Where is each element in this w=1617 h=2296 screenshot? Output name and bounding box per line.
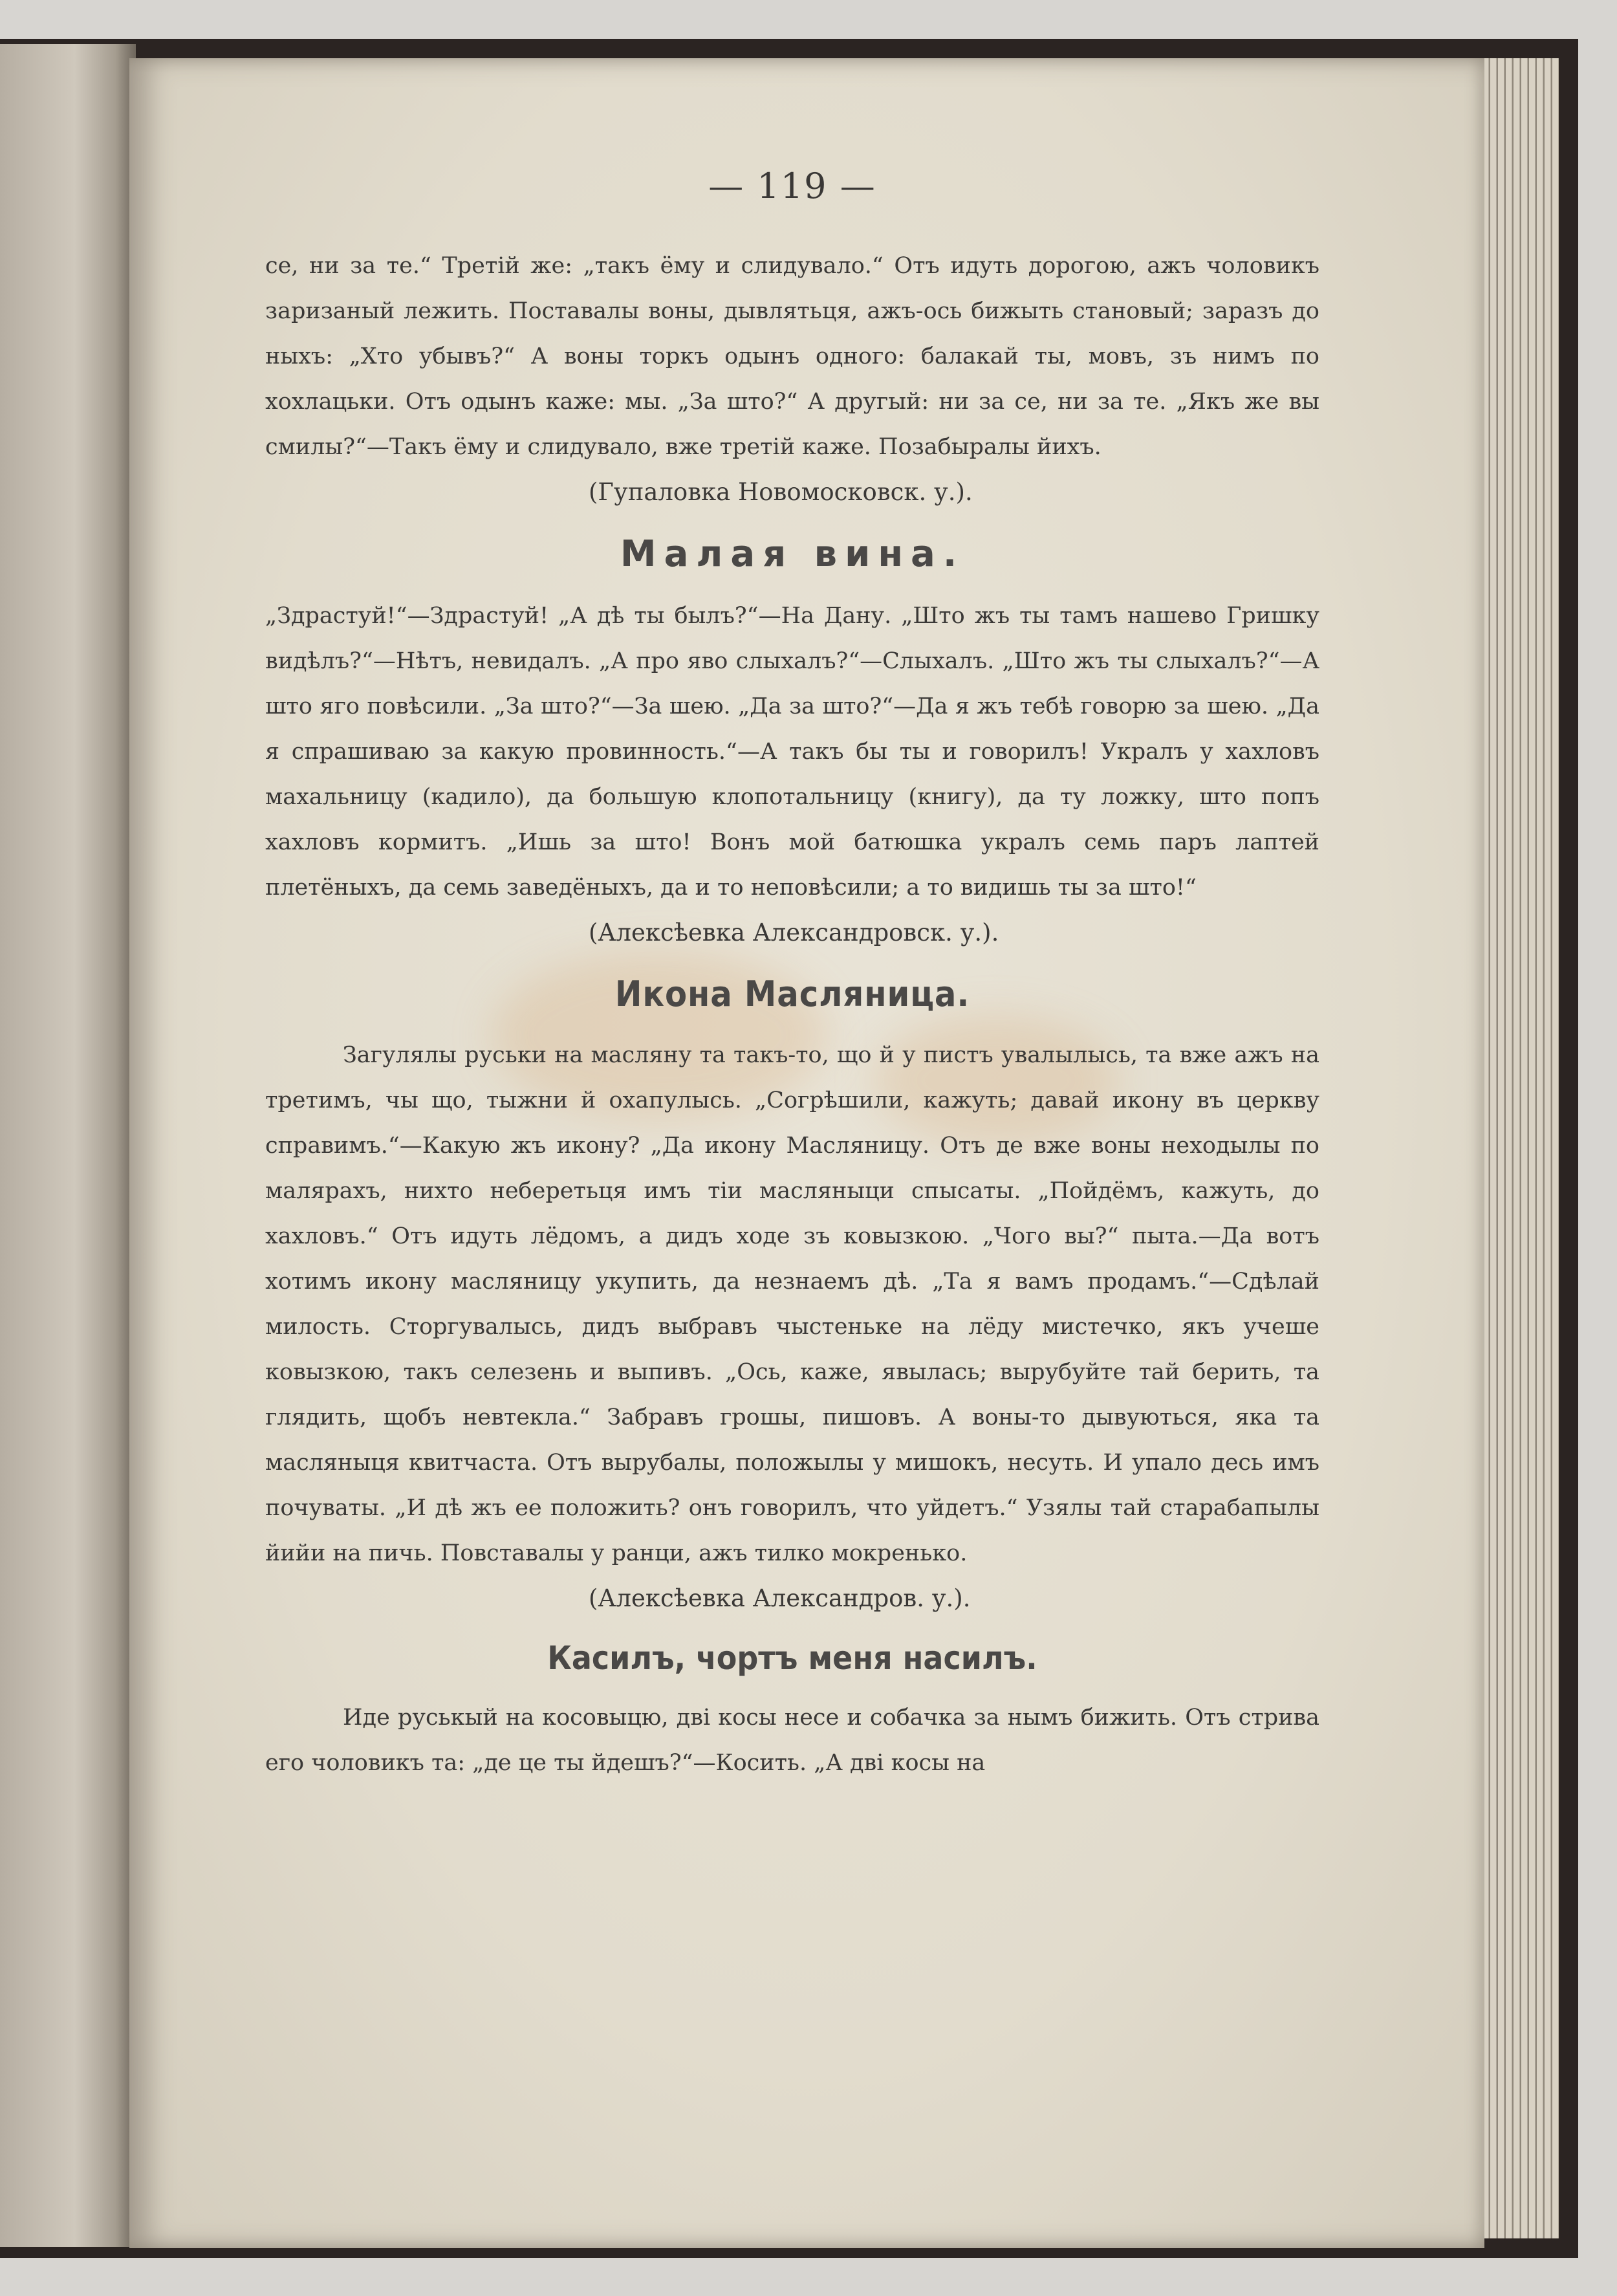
page-number: — 119 — — [708, 166, 876, 206]
source-line: (Гупаловка Новомосковск. у.). — [589, 478, 973, 506]
paragraph: Иде руськый на косовыцю, двi косы несе и собачка за нымъ бижить. Отъ стрива его чоловикъ та: „де це ты йдешъ?“—Косить. „А двi косы на — [265, 1705, 1319, 1776]
paragraph: Загулялы руськи на масляну та такъ-то, що й у пистъ увалылысь, та вже ажъ на третимъ, чы що, тыжни й охапулысь. „Согрѣшили, кажуть; давай икону въ церкву справимъ.“—Какую жъ икону? „Да икону Масляницу. Отъ де вже воны неходылы по малярахъ, нихто неберетьця имъ тiи масляныци спысаты. „Пойдёмъ, кажуть, до хахловъ.“ Отъ идуть лёдомъ, а дидъ ходе зъ ковызкою. „Чого вы?“ пыта.—Да вотъ хотимъ икону масляницу укупить, да незнаемъ дѣ. „Та я вамъ продамъ.“—Сдѣлай милость. Сторгувалысь, дидъ выбравъ чыстеньке на лёду мистечко, якъ учеше ковызкою, такъ селезень и выпивъ. „Ось, каже, явылась; вырубуйте тай берить, та глядить, щобъ невтекла.“ Забравъ грошы, пишовъ. А воны-то дывуються, яка та масляныця квитчаста. Отъ вырубалы, положылы у мишокъ, несуть. И упало десь имъ почуваты. „И дѣ жъ ее положить? онъ говорилъ, что уйдетъ.“ Узялы тай старабапылы йийи на пичь. Повставалы у ранци, ажъ тилко мокренько. — [265, 1042, 1319, 1566]
source-line: (Алексѣевка Александров. у.). — [589, 1584, 971, 1612]
page-text — [265, 162, 1319, 1786]
left-page-edge — [0, 44, 136, 2247]
section-title: Касилъ, чортъ меня насилъ. — [547, 1639, 1037, 1677]
page-stack-edges — [1475, 58, 1559, 2238]
paragraph: „Здрастуй!“—Здрастуй! „А дѣ ты былъ?“—На Дану. „Што жъ ты тамъ нашево Гришку видѣлъ?“—Нѣтъ, невидалъ. „А про яво слыхалъ?“—Слыхалъ. „Што жъ ты слыхалъ?“—А што яго повѣсили. „За што?“—За шею. „Да за што?“—Да я жъ тебѣ говорю за шею. „Да я спрашиваю за какую провинность.“—А такъ бы ты и говорилъ! Укралъ у хахловъ махальницу (кадило), да большую клопотальницу (книгу), да ту ложку, што попъ хахловъ кормитъ. „Ишь за што! Вонъ мой батюшка укралъ семь паръ лаптей плетёныхъ, да семь заведёныхъ, да и то неповѣсили; а то видишь ты за што!“ — [265, 603, 1319, 901]
source-line: (Алексѣевка Александровск. у.). — [589, 919, 999, 946]
section-title: Малая вина. — [620, 533, 965, 575]
paragraph: се, ни за те.“ Третій же: „такъ ёму и слидувало.“ Отъ идуть дорогою, ажъ чоловикъ заризаный лежить. Поставалы воны, дывлятьця, ажъ-ось бижыть становый; заразъ до ныхъ: „Хто убывъ?“ А воны торкъ одынъ одного: балакай ты, мовъ, зъ нимъ по хохлацьки. Отъ одынъ каже: мы. „За што?“ А другый: ни за се, ни за те. „Якъ же вы смилы?“—Такъ ёму и слидувало, вже третій каже. Позабыралы йихъ. — [265, 253, 1319, 460]
section-title: Икона Масляница. — [614, 974, 970, 1014]
